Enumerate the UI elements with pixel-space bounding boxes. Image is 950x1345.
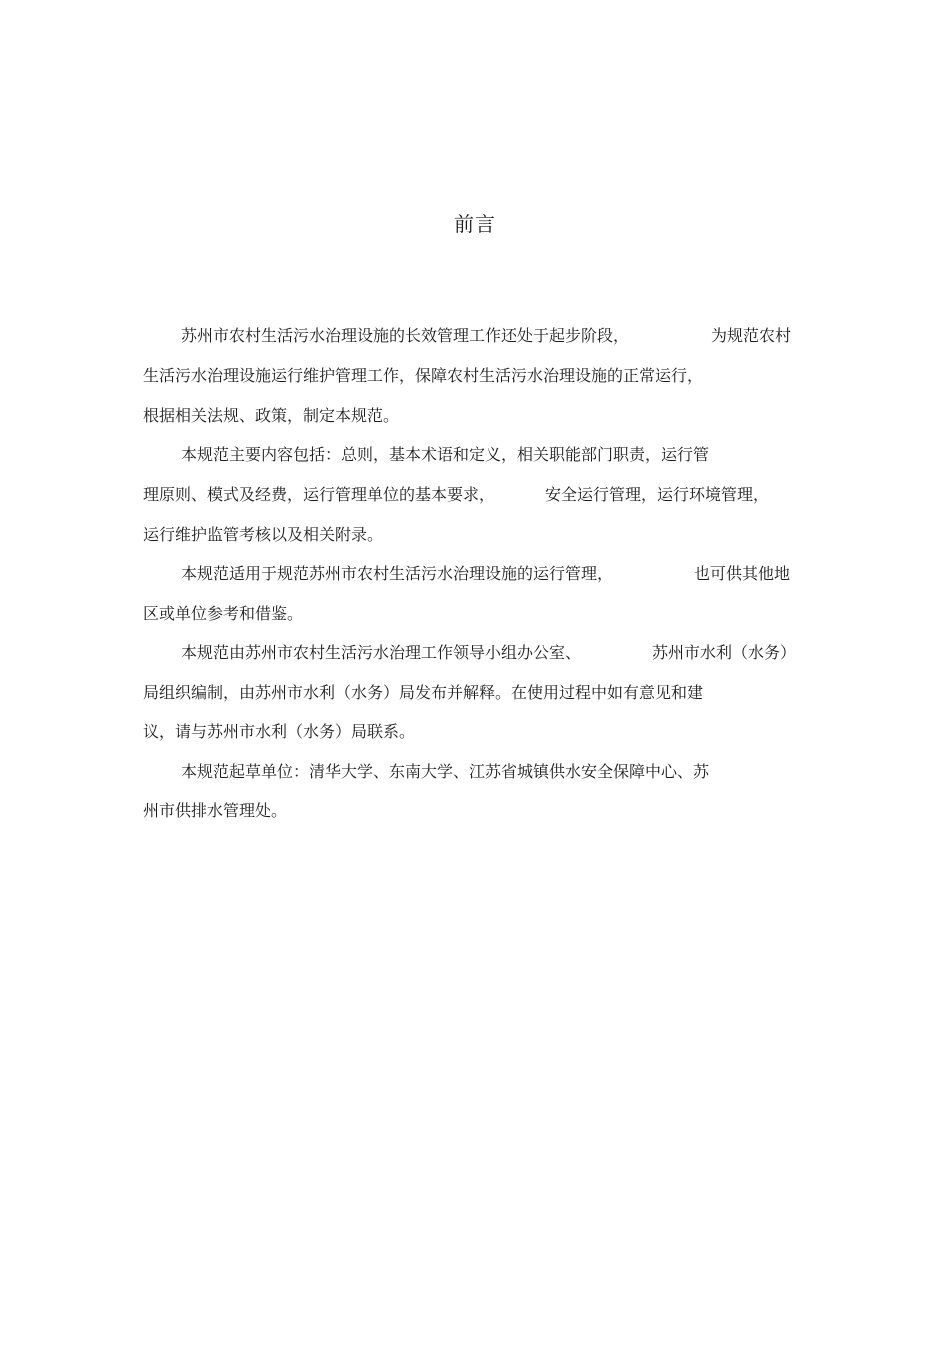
- text-segment: 理原则、模式及经费，运行管理单位的基本要求，: [143, 485, 496, 504]
- text-segment: 运行维护监管考核以及相关附录。: [143, 525, 384, 544]
- text-segment: 苏州市农村生活污水治理设施的长效管理工作还处于起步阶段，: [181, 326, 630, 345]
- text-segment: 为规范农村: [711, 326, 792, 345]
- text-segment: 议，请与苏州市水利（水务）局联系。: [143, 722, 416, 741]
- page-title: 前言: [454, 212, 496, 236]
- text-segment: 本规范由苏州市农村生活污水治理工作领导小组办公室、: [181, 643, 582, 662]
- text-segment: 州市供排水管理处。: [143, 801, 288, 820]
- text-segment: 局组织编制，由苏州市水利（水务）局发布并解释。在使用过程中如有意见和建: [143, 683, 704, 702]
- text-segment: 安全运行管理，运行环境管理，: [545, 485, 770, 504]
- text-segment: 本规范适用于规范苏州市农村生活污水治理设施的运行管理，: [181, 564, 614, 583]
- text-segment: 本规范起草单位：清华大学、东南大学、江苏省城镇供水安全保障中心、苏: [181, 762, 710, 781]
- text-segment: 区或单位参考和借鉴。: [143, 604, 304, 623]
- text-segment: 根据相关法规、政策，制定本规范。: [143, 406, 400, 425]
- text-segment: 苏州市水利（水务）: [652, 643, 797, 662]
- text-segment: 本规范主要内容包括：总则，基本术语和定义，相关职能部门职责，运行管: [181, 445, 710, 464]
- text-segment: 也可供其他地: [694, 564, 791, 583]
- text-segment: 生活污水治理设施运行维护管理工作，保障农村生活污水治理设施的正常运行，: [143, 366, 704, 385]
